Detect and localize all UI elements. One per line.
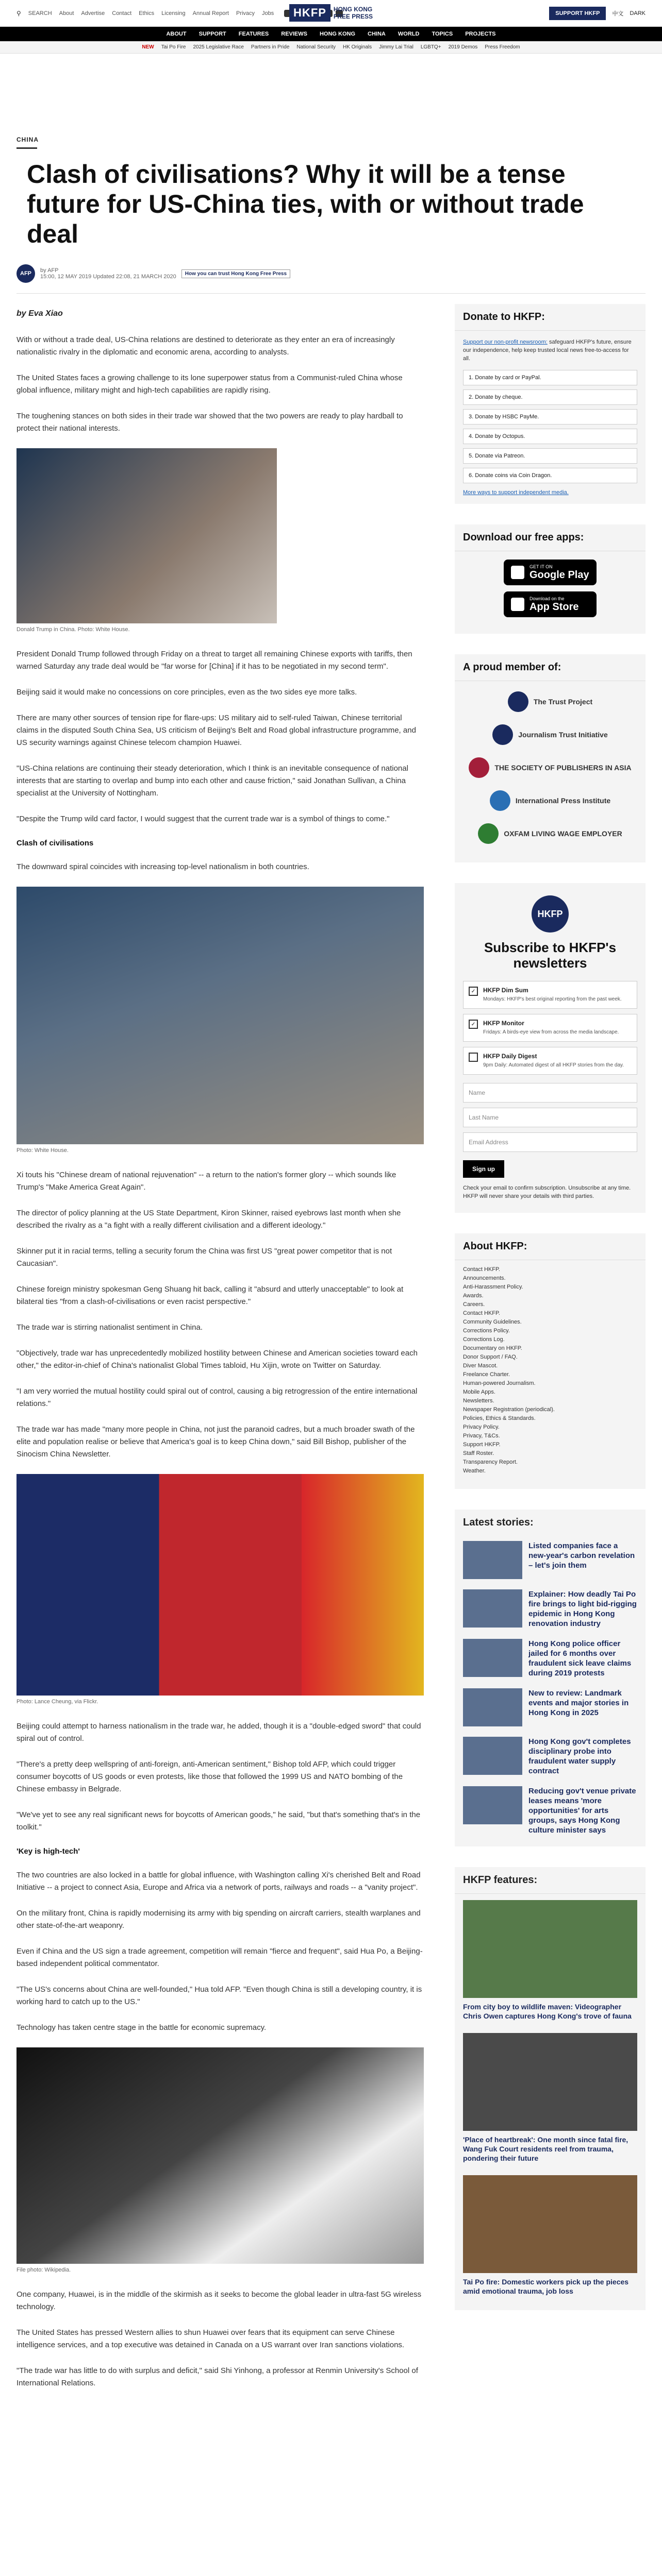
member-logo[interactable]: THE SOCIETY OF PUBLISHERS IN ASIA bbox=[469, 757, 631, 778]
section-heading: 'Key is high-tech' bbox=[16, 1847, 80, 1856]
licensing-link[interactable]: Licensing bbox=[161, 10, 186, 16]
option-desc: Fridays: A birds-eye view from across the media landscape. bbox=[483, 1029, 619, 1035]
top-bar bbox=[0, 0, 662, 27]
donate-intro-link[interactable]: Support our non-profit newsroom: bbox=[463, 339, 548, 345]
story-item[interactable] bbox=[455, 1732, 646, 1781]
about-link[interactable]: Transparency Report. bbox=[463, 1459, 518, 1465]
option-title: HKFP Monitor bbox=[483, 1020, 524, 1027]
paragraph: The downward spiral coincides with increasing top-level nationalism in both countries. bbox=[16, 862, 309, 871]
about-link[interactable]: Contact HKFP. bbox=[463, 1310, 500, 1316]
caption: Photo: Lance Cheung, via Flickr. bbox=[16, 1699, 98, 1705]
top-actions bbox=[549, 7, 646, 20]
meeting-photo[interactable] bbox=[16, 887, 424, 1144]
about-link[interactable]: Documentary on HKFP. bbox=[463, 1345, 522, 1351]
paragraph: "We've yet to see any real significant news for boycotts of American goods," he said, "but that's something that's in the toolkit." bbox=[16, 1810, 421, 1832]
member-logos bbox=[455, 681, 646, 854]
jti-icon bbox=[492, 724, 513, 745]
about-link[interactable]: Privacy, T&Cs. bbox=[463, 1433, 500, 1439]
trending-item[interactable]: Partners in Pride bbox=[251, 44, 290, 50]
byline-author[interactable]: by AFP bbox=[40, 267, 59, 274]
about-box bbox=[455, 1233, 646, 1489]
oxfam-icon bbox=[478, 823, 499, 844]
jobs-link[interactable]: Jobs bbox=[262, 10, 274, 16]
story-thumb[interactable] bbox=[463, 1589, 522, 1628]
checkbox[interactable] bbox=[469, 1053, 478, 1062]
donate-intro-text: safeguard HKFP's future, ensure our independence, help keep trusted local news free-to-access for all. bbox=[463, 339, 632, 362]
story-thumb[interactable] bbox=[463, 1786, 522, 1824]
trending-item[interactable]: Press Freedom bbox=[485, 44, 520, 50]
first-name-input[interactable]: Name bbox=[463, 1083, 637, 1103]
category-label[interactable]: CHINA bbox=[16, 136, 37, 149]
app-store-label: App Store bbox=[529, 601, 579, 613]
trending-item[interactable]: National Security bbox=[296, 44, 336, 50]
story-title[interactable]: Reducing gov't venue private leases means 'more opportunities' for arts groups, says Hong Kong culture minister says bbox=[528, 1787, 636, 1835]
privacy-link[interactable]: Privacy bbox=[236, 10, 255, 16]
member-logo[interactable]: The Trust Project bbox=[508, 691, 592, 712]
story-title[interactable]: Hong Kong police officer jailed for 6 months over fraudulent sick leave claims during 2019 protests bbox=[528, 1639, 632, 1677]
latest-stories bbox=[455, 1510, 646, 1846]
advertise-link[interactable]: Advertise bbox=[81, 10, 105, 16]
divider bbox=[16, 293, 646, 294]
trust-project-icon bbox=[508, 691, 528, 712]
paragraph: The United States has pressed Western allies to shun Huawei over fears that its equipment can serve Chinese intelligence services, and a top executive was detained in Canada on a US warrant over Iran sanctions violations. bbox=[16, 2328, 405, 2349]
member-box bbox=[455, 654, 646, 862]
dark-mode-toggle[interactable]: DARK bbox=[630, 10, 646, 16]
google-play-button[interactable] bbox=[504, 560, 597, 585]
nav-support[interactable]: SUPPORT bbox=[198, 31, 226, 37]
donate-option[interactable]: 3. Donate by HSBC PayMe. bbox=[463, 409, 637, 425]
option-title: HKFP Dim Sum bbox=[483, 987, 528, 994]
trump-photo[interactable] bbox=[16, 448, 277, 623]
about-link[interactable]: Careers. bbox=[463, 1301, 485, 1308]
section-heading: Clash of civilisations bbox=[16, 839, 94, 848]
paragraph: With or without a trade deal, US-China relations are destined to deteriorate as they enter an era of increasingly nationalistic rivalry in the diplomatic and economic arena, according to analysts. bbox=[16, 335, 395, 357]
donate-options bbox=[455, 370, 646, 483]
donate-option[interactable]: 6. Donate coins via Coin Dragon. bbox=[463, 468, 637, 483]
trending-item[interactable]: 2025 Legislative Race bbox=[193, 44, 244, 50]
option-desc: 9pm Daily: Automated digest of all HKFP stories from the day. bbox=[483, 1062, 624, 1068]
newsletter-logo: HKFP bbox=[532, 895, 569, 933]
paragraph: One company, Huawei, is in the middle of the skirmish as it seeks to become the global leader in ultra-fast 5G wireless technology. bbox=[16, 2290, 422, 2311]
checkbox[interactable]: ✓ bbox=[469, 1020, 478, 1029]
donate-box bbox=[455, 304, 646, 504]
about-link[interactable]: Staff Roster. bbox=[463, 1450, 494, 1456]
member-logo[interactable]: OXFAM LIVING WAGE EMPLOYER bbox=[478, 823, 622, 844]
trending-item[interactable]: Tai Po Fire bbox=[161, 44, 186, 50]
byline-text bbox=[40, 267, 176, 280]
feature-item[interactable] bbox=[455, 2169, 646, 2302]
author-avatar[interactable]: AFP bbox=[16, 264, 35, 283]
nav-reviews[interactable]: REVIEWS bbox=[281, 31, 307, 37]
paragraph: Even if China and the US sign a trade agreement, competition will remain "fierce and frequent", said Hua Po, a Beijing-based independent political commentator. bbox=[16, 1947, 423, 1968]
support-button[interactable]: SUPPORT HKFP bbox=[549, 7, 606, 20]
last-name-input[interactable]: Last Name bbox=[463, 1108, 637, 1127]
paragraph: "US-China relations are continuing their steady deterioration, which I think is an inevitable consequence of national interests that are starting to overlap and bump into each other and cause friction," said Jonathan Sullivan, a China specialist at the University of Nottingham. bbox=[16, 764, 408, 798]
newsletter-option[interactable] bbox=[463, 1047, 637, 1075]
newsletter-option[interactable] bbox=[463, 1014, 637, 1042]
figure-flags bbox=[16, 1474, 424, 1705]
donate-option[interactable]: 4. Donate by Octopus. bbox=[463, 429, 637, 444]
paragraph: There are many other sources of tension ripe for flare-ups: US military aid to self-ruled Taiwan, Chinese territorial claims in the disputed South China Sea, US criticism of Beijing's Belt and Road global infrastructure programme, and US security warnings against Chinese telecom champion Huawei. bbox=[16, 714, 416, 747]
caption: Donald Trump in China. Photo: White House. bbox=[16, 626, 130, 633]
about-link[interactable]: Newsletters. bbox=[463, 1398, 494, 1404]
about-link[interactable]: Awards. bbox=[463, 1293, 484, 1299]
about-link[interactable]: About bbox=[59, 10, 74, 16]
about-link[interactable]: Donor Support / FAQ. bbox=[463, 1354, 518, 1360]
paragraph: "Objectively, trade war has unprecedentedly mobilized hostility between Chinese and American societies toward each other," the editor-in-chief of China's nationalist Global Times tabloid, Hu Xijin, wrote on Twitter on Saturday. bbox=[16, 1349, 418, 1370]
paragraph: The United States faces a growing challenge to its lone superpower status from a Communist-ruled China whose global influence, military might and high-tech capabilities are rapidly rising. bbox=[16, 374, 403, 395]
donate-more-link[interactable]: More ways to support independent media. bbox=[463, 489, 569, 496]
huawei-photo[interactable] bbox=[16, 2047, 424, 2264]
member-logo[interactable]: International Press Institute bbox=[490, 790, 610, 811]
story-item[interactable] bbox=[455, 1683, 646, 1732]
paragraph: The trade war is stirring nationalist sentiment in China. bbox=[16, 1323, 203, 1332]
nav-topics[interactable]: TOPICS bbox=[432, 31, 453, 37]
checkbox[interactable]: ✓ bbox=[469, 987, 478, 996]
signup-button[interactable]: Sign up bbox=[463, 1160, 504, 1178]
google-play-icon bbox=[511, 566, 524, 579]
paragraph: Xi touts his "Chinese dream of national rejuvenation" -- a return to the nation's former glory -- which sounds like Trump's "Make America Great Again". bbox=[16, 1171, 396, 1192]
trust-badge[interactable]: How you can trust Hong Kong Free Press bbox=[181, 269, 290, 278]
trending-item[interactable]: 2019 Demos bbox=[448, 44, 478, 50]
donate-option[interactable]: 2. Donate by cheque. bbox=[463, 389, 637, 405]
about-link[interactable]: Freelance Charter. bbox=[463, 1371, 510, 1378]
paragraph: The director of policy planning at the US State Department, Kiron Skinner, raised eyebrows last month when she described the rivalry as a "a fight with a really different civilisation and a different ideology." bbox=[16, 1209, 401, 1230]
paragraph: The toughening stances on both sides in their trade war showed that the two powers are ready to play hardball to protect their national interests. bbox=[16, 412, 403, 433]
paragraph: On the military front, China is rapidly modernising its army with big spending on aircraft carriers, stealth warplanes and other state-of-the-art weaponry. bbox=[16, 1909, 421, 1930]
paragraph: Beijing said it would make no concessions on core principles, even as the two sides eye more talks. bbox=[16, 688, 357, 697]
about-link[interactable]: Policies, Ethics & Standards. bbox=[463, 1415, 536, 1421]
apps-box bbox=[455, 524, 646, 634]
search-link[interactable]: SEARCH bbox=[28, 10, 52, 16]
story-thumb[interactable] bbox=[463, 1541, 522, 1579]
app-store-button[interactable] bbox=[504, 591, 597, 617]
paragraph: Chinese foreign ministry spokesman Geng Shuang hit back, calling it "absurd and utterly unacceptable" to look at bilateral ties "from a clash-of-civilisations or even racist perspective." bbox=[16, 1285, 404, 1306]
nav-features[interactable]: FEATURES bbox=[238, 31, 269, 37]
story-title[interactable]: Hong Kong gov't completes disciplinary probe into fraudulent water supply contract bbox=[528, 1737, 631, 1775]
about-link[interactable]: Anti-Harassment Policy. bbox=[463, 1284, 523, 1290]
site-logo[interactable] bbox=[289, 4, 373, 22]
paragraph: Skinner put it in racial terms, telling a security forum the China was first US "great power competitor that is not Caucasian". bbox=[16, 1247, 392, 1268]
story-item[interactable] bbox=[455, 1536, 646, 1584]
paragraph: "There's a pretty deep wellspring of anti-foreign, anti-American sentiment," Bishop told AFP, which could trigger consumer boycotts of US goods or even protests, like those that followed the 1999 US and NATO bombing of the Chinese embassy in Belgrade. bbox=[16, 1760, 403, 1793]
story-thumb[interactable] bbox=[463, 1737, 522, 1775]
trending-bar bbox=[0, 41, 662, 54]
apple-icon bbox=[511, 598, 524, 611]
logo-text: HONG KONG FREE PRESS bbox=[333, 6, 373, 20]
paragraph: "The US's concerns about China are well-founded," Hua told AFP. "Even though China is still a developing country, it is working hard to catch up to the US." bbox=[16, 1985, 422, 2006]
ipi-icon bbox=[490, 790, 510, 811]
paragraph: The two countries are also locked in a battle for global influence, with Washington calling Xi's cherished Belt and Road Initiative -- a project to connect Asia, Europe and Africa via a network of ports, railways and roads -- a "vanity project". bbox=[16, 1871, 421, 1892]
paragraph: Technology has taken centre stage in the battle for economic supremacy. bbox=[16, 2023, 267, 2032]
figure-trump bbox=[16, 448, 424, 633]
story-thumb[interactable] bbox=[463, 1688, 522, 1726]
latest-title: Latest stories: bbox=[455, 1510, 646, 1536]
app-store-small: Download on the bbox=[529, 596, 565, 601]
donate-title: Donate to HKFP: bbox=[455, 304, 646, 331]
figure-huawei bbox=[16, 2047, 424, 2273]
about-link[interactable]: Mobile Apps. bbox=[463, 1389, 495, 1395]
about-link[interactable]: Corrections Policy. bbox=[463, 1328, 510, 1334]
about-link[interactable]: Corrections Log. bbox=[463, 1336, 505, 1343]
donate-option[interactable]: 5. Donate via Patreon. bbox=[463, 448, 637, 464]
newsletter-box bbox=[455, 883, 646, 1213]
search-icon[interactable]: ⚲ bbox=[16, 9, 21, 17]
option-title: HKFP Daily Digest bbox=[483, 1053, 537, 1060]
story-title[interactable]: Explainer: How deadly Tai Po fire brings to light bid-rigging epidemic in Hong Kong renovation industry bbox=[528, 1590, 637, 1628]
trending-item[interactable]: Jimmy Lai Trial bbox=[379, 44, 413, 50]
about-link[interactable]: Weather. bbox=[463, 1468, 486, 1474]
email-input[interactable]: Email Address bbox=[463, 1132, 637, 1152]
about-links bbox=[455, 1260, 646, 1481]
about-link[interactable]: Support HKFP. bbox=[463, 1442, 501, 1448]
new-label: NEW bbox=[142, 44, 154, 50]
sidebar bbox=[455, 304, 646, 2403]
about-link[interactable]: Announcements. bbox=[463, 1275, 506, 1281]
features-box bbox=[455, 1867, 646, 2310]
feature-item[interactable] bbox=[455, 1894, 646, 2027]
page-title: Clash of civilisations? Why it will be a tense future for US-China ties, with or without trade deal bbox=[27, 160, 584, 248]
story-title[interactable]: New to review: Landmark events and major stories in Hong Kong in 2025 bbox=[528, 1689, 629, 1717]
about-link[interactable]: Newspaper Registration (periodical). bbox=[463, 1406, 555, 1413]
paragraph: The trade war has made "many more people in China, not just the paranoid cadres, but a much broader swath of the elite and population realise or believe that America's goal is to keep China down," said Bill Bishop, publisher of the Sinocism China Newsletter. bbox=[16, 1425, 415, 1459]
story-item[interactable] bbox=[455, 1634, 646, 1683]
story-title[interactable]: Listed companies face a new-year's carbon revelation – let's join them bbox=[528, 1541, 635, 1570]
nav-projects[interactable]: PROJECTS bbox=[465, 31, 496, 37]
figure-meeting bbox=[16, 887, 424, 1154]
about-link[interactable]: Human-powered Journalism. bbox=[463, 1380, 536, 1386]
feature-image[interactable] bbox=[463, 1900, 637, 1998]
trending-item[interactable]: LGBTQ+ bbox=[420, 44, 441, 50]
feature-title[interactable]: 'Place of heartbreak': One month since fatal fire, Wang Fuk Court residents reel from trauma, pondering their future bbox=[463, 2136, 628, 2162]
about-title: About HKFP: bbox=[455, 1233, 646, 1260]
nav-world[interactable]: WORLD bbox=[398, 31, 420, 37]
apps-title: Download our free apps: bbox=[455, 524, 646, 551]
contact-link[interactable]: Contact bbox=[112, 10, 132, 16]
paragraph: "Despite the Trump wild card factor, I would suggest that the current trade war is a symbol of things to come." bbox=[16, 815, 390, 823]
newsletter-option[interactable] bbox=[463, 981, 637, 1009]
story-item[interactable] bbox=[455, 1584, 646, 1634]
about-link[interactable]: Community Guidelines. bbox=[463, 1319, 522, 1325]
donate-option[interactable]: 1. Donate by card or PayPal. bbox=[463, 370, 637, 385]
member-logo[interactable]: Journalism Trust Initiative bbox=[492, 724, 608, 745]
donate-intro bbox=[455, 331, 646, 370]
feature-item[interactable] bbox=[455, 2027, 646, 2169]
paragraph: Beijing could attempt to harness nationalism in the trade war, he added, though it is a "double-edged sword" that could spiral out of control. bbox=[16, 1722, 421, 1743]
google-play-label: Google Play bbox=[529, 569, 589, 581]
sopa-icon bbox=[469, 757, 489, 778]
paragraph: "The trade war has little to do with surplus and deficit," said Shi Yinhong, a professor at Renmin University's School of International Relations. bbox=[16, 2366, 418, 2387]
about-link[interactable]: Diver Mascot. bbox=[463, 1363, 498, 1369]
feature-image[interactable] bbox=[463, 2033, 637, 2131]
member-title: A proud member of: bbox=[455, 654, 646, 681]
nav-about[interactable]: ABOUT bbox=[166, 31, 187, 37]
byline bbox=[16, 264, 646, 283]
caption: File photo: Wikipedia. bbox=[16, 2267, 71, 2273]
content-columns bbox=[16, 304, 646, 2403]
story-item[interactable] bbox=[455, 1781, 646, 1840]
article-author: by Eva Xiao bbox=[16, 309, 63, 318]
caption: Photo: White House. bbox=[16, 1147, 69, 1154]
newsletter-note: Check your email to confirm subscription. Unsubscribe at any time. HKFP will never share your details with third parties. bbox=[463, 1185, 631, 1199]
newsletter-title: Subscribe to HKFP's newsletters bbox=[484, 940, 617, 971]
paragraph: "I am very worried the mutual hostility could spiral out of control, causing a big retrogression of the entire international relations." bbox=[16, 1387, 418, 1408]
features-title: HKFP features: bbox=[455, 1867, 646, 1894]
flags-photo[interactable] bbox=[16, 1474, 424, 1696]
feature-title[interactable]: Tai Po fire: Domestic workers pick up the pieces amid emotional trauma, job loss bbox=[463, 2278, 629, 2295]
feature-title[interactable]: From city boy to wildlife maven: Videographer Chris Owen captures Hong Kong's trove of fauna bbox=[463, 2003, 632, 2020]
nav-hong-kong[interactable]: HONG KONG bbox=[319, 31, 356, 37]
chinese-link[interactable]: 中文 bbox=[612, 10, 624, 17]
byline-dates: 15:00, 12 MAY 2019 Updated 22:08, 21 MARCH 2020 bbox=[40, 274, 176, 280]
ethics-link[interactable]: Ethics bbox=[139, 10, 155, 16]
page-wrapper bbox=[16, 136, 646, 2403]
feature-image[interactable] bbox=[463, 2175, 637, 2273]
logo-mark: HKFP bbox=[289, 4, 330, 22]
google-play-small: GET IT ON bbox=[529, 564, 553, 569]
about-link[interactable]: Contact HKFP. bbox=[463, 1266, 500, 1273]
about-link[interactable]: Privacy Policy. bbox=[463, 1424, 500, 1430]
story-thumb[interactable] bbox=[463, 1639, 522, 1677]
paragraph: President Donald Trump followed through Friday on a threat to target all remaining Chinese exports with tariffs, then warned Saturday any trade deal would be "far worse for [China] if it has to be negotiated in my second term". bbox=[16, 650, 412, 671]
nav-china[interactable]: CHINA bbox=[368, 31, 386, 37]
article-body bbox=[16, 304, 424, 2403]
main-nav bbox=[0, 27, 662, 41]
annual-report-link[interactable]: Annual Report bbox=[192, 10, 229, 16]
app-badges bbox=[455, 551, 646, 625]
option-desc: Mondays: HKFP's best original reporting from the past week. bbox=[483, 996, 622, 1002]
trending-item[interactable]: HK Originals bbox=[342, 44, 372, 50]
